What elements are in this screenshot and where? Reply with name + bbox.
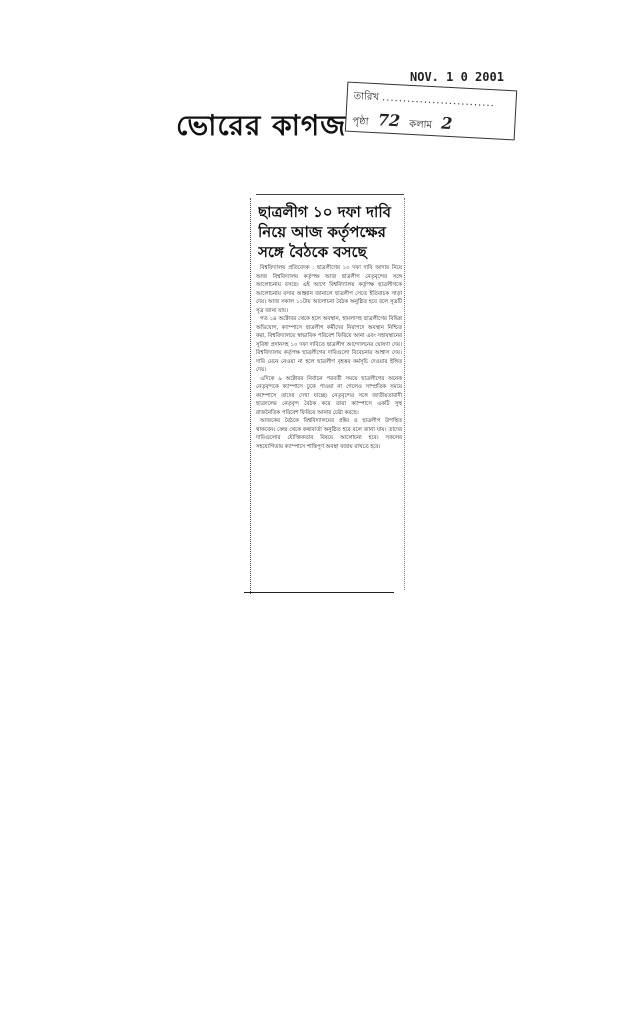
clipping-bottom-edge: [244, 592, 394, 593]
stamp-column-label: কলাম: [408, 118, 433, 132]
clipping-left-edge: [250, 198, 251, 594]
headline-line: নিয়ে আজ কর্তৃপক্ষের: [258, 223, 386, 241]
newspaper-masthead: ভোরের কাগজ: [176, 109, 347, 142]
article-paragraph: এদিকে ৯ অক্টোবর নির্বাচন পরবর্তী সময়ে ছাত্রলীগের অনেক নেতৃবৃন্দকে ক্যাম্পাসে ঢুকে পাওয়া না গেলেও সাম্প্রতিক সময়ে ক্যাম্পাসে তাদের দেখা যাচ্ছে। নেতৃবৃন্দের সঙ্গে জাতীয়তাবাদী ছাত্রদলের নেতৃবৃন্দ বৈঠক করে তারা ক্যাম্পাসে একটি সুস্থ রাজনৈতিক পরিবেশ ফিরিয়ে আনার চেষ্টা করছে।: [256, 375, 402, 416]
archive-stamp-box: [345, 82, 517, 141]
article-paragraph: গত ১৪ অক্টোবর থেকে হলে অবস্থান, হামলাসহ ছাত্রলীগের বিভিন্ন অভিযোগ, ক্যাম্পাসে ছাত্রলীগ কর্মীদের নিরাপদে অবস্থান নিশ্চিত করা, বিশ্ববিদ্যালয়ে স্বাভাবিক পরিবেশ ফিরিয়ে আনা এবং সহাবস্থানের সুবিধা প্রদানসহ ১০ দফা দাবিতে ছাত্রলীগ আন্দোলনের ঘোষণা দেয়। বিশ্ববিদ্যালয় কর্তৃপক্ষ ছাত্রলীগের দাবিগুলো বিবেচনার আশ্বাস দেয়। দাবি মেনে নেওয়া না হলে ছাত্রলীগ বৃহত্তর কর্মসূচি দেওয়ার ইঙ্গিত দেয়।: [256, 316, 402, 373]
article-headline: [258, 202, 404, 262]
clipping-top-edge: [256, 194, 404, 195]
date-stamp: NOV. 1 0 2001: [410, 70, 504, 84]
stamp-page-label: পৃষ্ঠা: [352, 115, 369, 128]
clipping-right-edge: [404, 198, 405, 590]
newspaper-clipping: [242, 194, 406, 594]
headline-line: সঙ্গে বৈঠকে বসছে: [258, 243, 367, 261]
stamp-column-value: 2: [440, 113, 453, 134]
stamp-page-column-row: [352, 109, 459, 137]
stamp-date-label: তারিখ: [353, 90, 380, 104]
headline-line: ছাত্রলীগ ১০ দফা দাবি: [258, 203, 391, 221]
stamp-dots: ...........................: [381, 92, 496, 110]
article-paragraph: আজকের বৈঠকে বিশ্ববিদ্যালয়ের প্রক্টর ও ছাত্রলীগ উপস্থিত থাকবেন। কেন্দ্র থেকে কথাবার্তা অনুষ্ঠিত হবে বলে জানা যায়। তাদের দাবিগুলোর যৌক্তিকতার বিষয়ে আলোচনা হবে। সকলের সহযোগিতায় ক্যাম্পাসে শান্তিপূর্ণ অবস্থা বজায় রাখতে হবে।: [256, 418, 402, 450]
stamp-page-value: 72: [377, 110, 401, 131]
article-paragraph: বিশ্ববিদ্যালয় প্রতিবেদক : ছাত্রলীগের ১০ দফা দাবি আদায় নিয়ে আজ বিশ্ববিদ্যালয় কর্তৃপক্ষ আজ ছাত্রলীগ নেতৃবৃন্দের সঙ্গে আলোচনায় বসছে। এই আগে বিশ্ববিদ্যালয় কর্তৃপক্ষ ছাত্রলীগকে আলোচনায় বসার আহ্বান জানালে ছাত্রলীগ সেতে ইতিবাচক সাড়া দেয়। আজ সকাল ১১টায় আলোচনা বৈঠক অনুষ্ঠিত হবে বলে সূত্রটি সূত্র জানা যায়।: [256, 265, 402, 314]
article-body: [256, 264, 402, 451]
